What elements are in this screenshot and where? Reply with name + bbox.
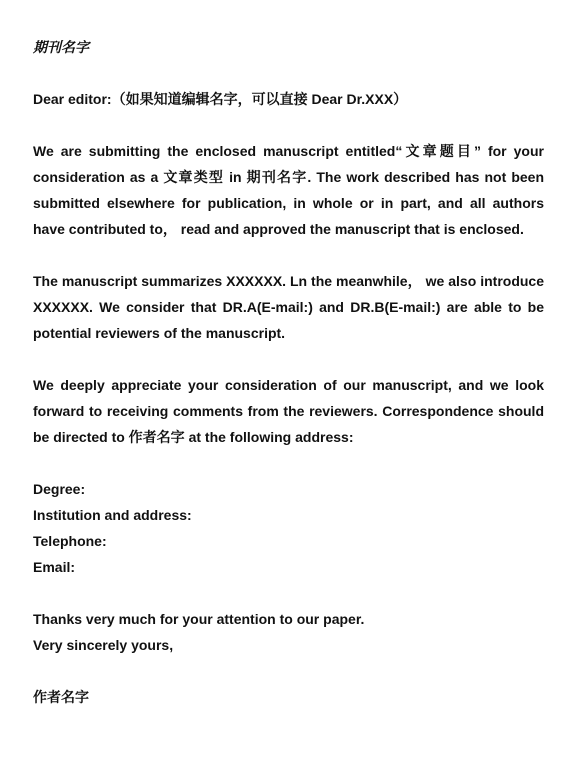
paragraph-appreciation: We deeply appreciate your consideration of our manuscript, and we look forward to receiving comments from the reviewers. Correspondence should be directed to 作者名字 at the following address: (33, 377, 544, 445)
closing-thanks: Thanks very much for your attention to our paper. (33, 611, 365, 627)
author-name: 作者名字 (33, 689, 89, 705)
closing-sign: Very sincerely yours, (33, 637, 174, 653)
journal-name: 期刊名字 (33, 39, 89, 55)
email-field: Email: (33, 559, 76, 575)
contact-fields (33, 476, 544, 580)
institution-field: Institution and address: (33, 507, 192, 523)
salutation: Dear editor:（如果知道编辑名字，可以直接 Dear Dr.XXX） (33, 91, 408, 107)
closing (33, 606, 544, 658)
paragraph-submission: We are submitting the enclosed manuscript entitled“文章题目” for your consideration as a 文章类型 in 期刊名字. The work described has not been submitted elsewhere for publication, in whole or in part, and all authors have contributed to， read and approved the manuscript that is enclosed. (33, 143, 544, 237)
telephone-field: Telephone: (33, 533, 107, 549)
paragraph-summary: The manuscript summarizes XXXXXX. Ln the meanwhile， we also introduce XXXXXX. We consider that DR.A(E-mail:) and DR.B(E-mail:) are able to be potential reviewers of the manuscript. (33, 273, 544, 341)
degree-field: Degree: (33, 481, 86, 497)
